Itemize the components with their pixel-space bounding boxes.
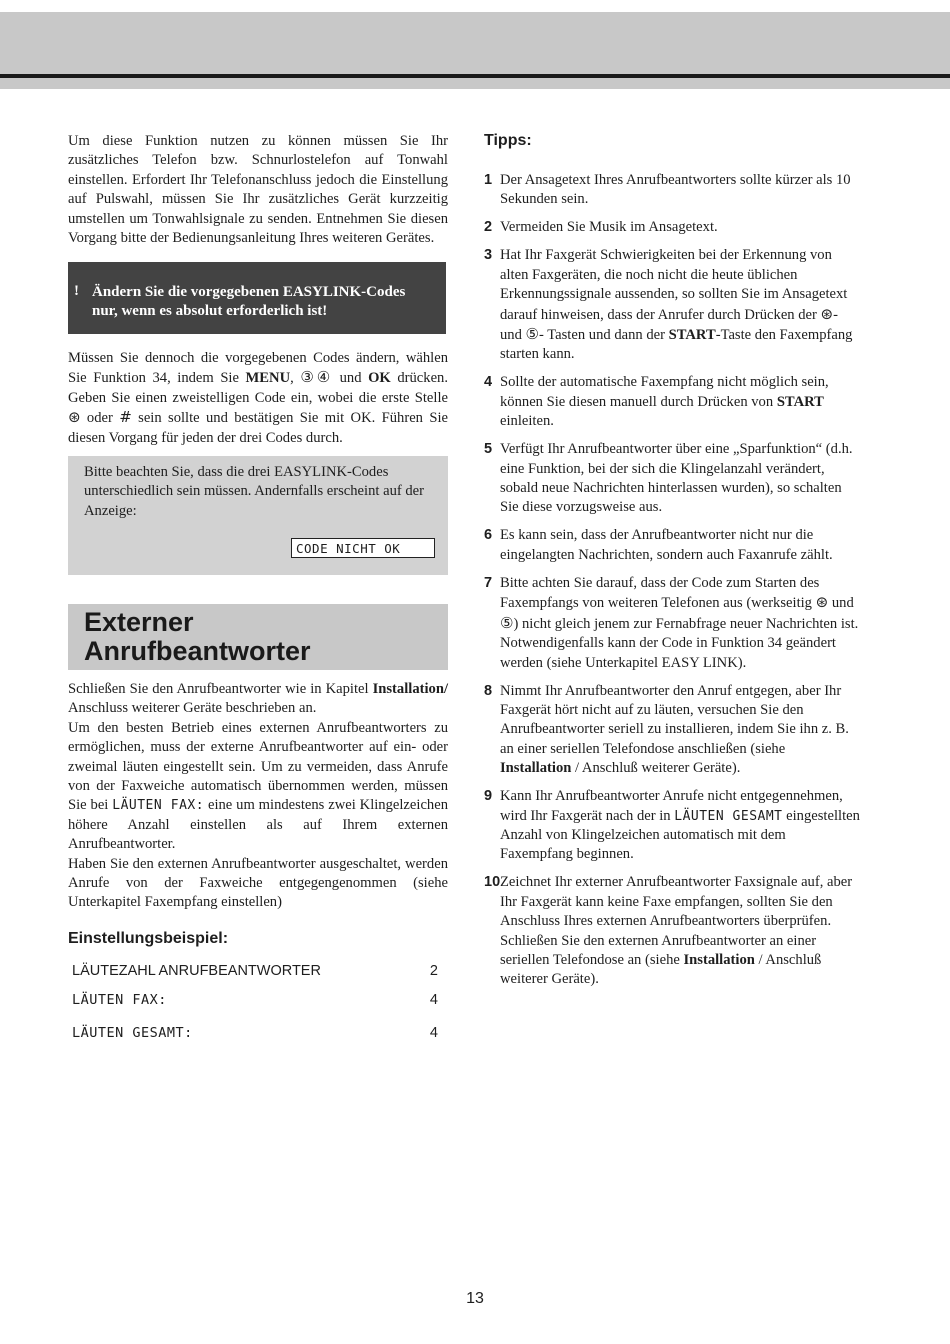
tip-number: 2 <box>484 219 493 236</box>
star-key-icon: ⊛ <box>815 593 829 612</box>
tip-text-part: ) nicht gleich jenem zur Fernabfrage neuer Nachrichten ist. Notwendigenfalls kann der Code in Funktion 34 geändert werden (siehe Unterkapitel EASY LINK). <box>500 615 859 671</box>
star-key-icon: ⊛ <box>68 408 81 427</box>
lcd-display: CODE NICHT OK <box>291 538 435 558</box>
external-p1-end: Anschluss weiterer Geräte beschrieben an. <box>68 700 317 717</box>
tip-number: 4 <box>484 374 493 391</box>
external-p2-text: Um den besten Betrieb eines externen Anrufbeantworters zu ermöglichen, muss der externe Anrufbeantworter auf ein- oder zweimal läuten eingestellt sein. Um zu vermeiden, dass Anrufe von der Faxweiche automatisch übernommen werden, müssen Sie bei <box>68 719 448 814</box>
codes-text-6: sein sollte und bestätigen Sie mit OK. Führen Sie diesen Vorgang für jeden der drei Codes durch. <box>68 410 448 446</box>
tip-number: 3 <box>484 247 493 264</box>
tip-text-part: Zeichnet Ihr externer Anrufbeantworter Faxsignale auf, aber Ihr Faxgerät kann keine Faxe empfangen, sollten Sie den Anschluss Ihres externen Anrufbeantworters überprüfen. Schließen Sie den externen Anrufbeantworter an einer seriellen Telefondose an (siehe <box>500 874 853 968</box>
tip-item <box>484 246 860 364</box>
example-row-label: LÄUTEN FAX: <box>72 992 167 1008</box>
tip-item <box>484 574 860 673</box>
tip-text-part: eingestellten Anzahl von Klingelzeichen automatisch mit dem Faxempfang beginnen. <box>500 807 860 863</box>
note-box <box>68 456 448 575</box>
start-key: START <box>776 393 824 410</box>
tip-text <box>500 246 860 364</box>
note-text: Bitte beachten Sie, dass die drei EASYLINK-Codes unterschiedlich sein müssen. Andernfalls erscheint auf der Anzeige: <box>84 464 425 519</box>
installation-ref: Installation/ <box>372 681 448 697</box>
tip-text: Verfügt Ihr Anrufbeantworter über eine „Sparfunktion“ (d.h. eine Funktion, bei der sich die Klingelanzahl verändert, sobald neue Nachrichten hinterlassen wurden), so schalten Sie diese vorzugsweise aus. <box>500 441 853 516</box>
warning-box <box>68 262 446 334</box>
tip-item <box>484 526 860 565</box>
tip-text-part: einleiten. <box>500 413 554 430</box>
tip-number: 7 <box>484 574 493 591</box>
start-key: START <box>668 327 716 344</box>
tip-text-part: Kann Ihr Anrufbeantworter Anrufe nicht entgegennehmen, wird Ihr Faxgerät nach der in <box>500 788 843 824</box>
tip-number: 1 <box>484 172 493 188</box>
codes-text-3: und <box>333 370 369 387</box>
star-key-icon: ⊛ <box>820 304 834 323</box>
installation-ref: Installation <box>500 760 572 777</box>
example-row-value: 2 <box>429 963 438 979</box>
tips-column <box>484 132 860 998</box>
example-row-value: 4 <box>429 992 438 1008</box>
example-row-value: 4 <box>429 1025 438 1041</box>
example-row-label: LÄUTEZAHL ANRUFBEANTWORTER <box>72 963 321 979</box>
tip-text-part: Hat Ihr Faxgerät Schwierigkeiten bei der Erkennung von alten Faxgeräten, die noch nicht die heute üblichen Erkennungssignale aussenden, so sollten Sie im Ansagetext darauf hinweisen, dass der Anrufer durch Drücken der <box>500 247 848 323</box>
tip-number: 8 <box>484 682 493 699</box>
tip-item <box>484 171 860 210</box>
page-number: 13 <box>466 1290 484 1307</box>
tip-item <box>484 440 860 518</box>
tip-text <box>500 373 860 431</box>
tip-text: Der Ansagetext Ihres Anrufbeantworters sollte kürzer als 10 Sekunden sein. <box>500 172 851 208</box>
tip-number: 5 <box>484 441 493 458</box>
external-answering-machine-text <box>68 680 448 913</box>
five-key-icon: ⑤ <box>525 325 539 344</box>
codes-text-4: drücken. Geben Sie einen zweistelligen Code ein, wobei die erste Stelle <box>68 370 448 406</box>
external-p1-text: Schließen Sie den Anrufbeantworter wie in Kapitel <box>68 681 373 697</box>
header-band <box>0 12 950 74</box>
display-text-laeuten-gesamt: LÄUTEN GESAMT <box>674 808 783 824</box>
tip-text-part: / Anschluß weiterer Geräte). <box>571 760 741 777</box>
codes-text-5: oder <box>80 410 120 427</box>
external-paragraph-2 <box>68 719 448 855</box>
example-row <box>72 963 440 985</box>
external-p2-end: eine um mindestens zwei Klingelzeichen höhere Anzahl einstellen als auf Ihrem externen Anrufbeantworter. <box>68 797 448 853</box>
tip-text <box>500 787 860 865</box>
tip-text <box>500 682 860 779</box>
tip-text-part: Nimmt Ihr Anrufbeantworter den Anruf entgegen, aber Ihr Faxgerät hört nicht auf zu läuten, versuchen Sie den Anrufbeantworter seriell zu installieren, indem Sie ihn z. B. an einer seriellen Telefondose anschließen (siehe <box>500 682 849 757</box>
tips-heading: Tipps: <box>484 132 532 149</box>
tip-text-part: -Taste den Faxempfang starten kann. <box>500 327 853 363</box>
codes-text-2: , <box>290 370 301 387</box>
external-paragraph-3: Haben Sie den externen Anrufbeantworter ausgeschaltet, werden Anrufe von der Faxweiche entgegengenommen (siehe Unterkapitel Faxempfang einstellen) <box>68 855 448 911</box>
external-paragraph-1 <box>68 680 448 719</box>
tip-item <box>484 373 860 431</box>
tip-text: Vermeiden Sie Musik im Ansagetext. <box>500 219 718 236</box>
tip-item <box>484 873 860 989</box>
tip-text: Es kann sein, dass der Anrufbeantworter nicht nur die eingelangten Nachrichten, sondern auch Faxanrufe zählt. <box>500 527 833 563</box>
example-row <box>72 992 440 1014</box>
warning-text: Ändern Sie die vorgegebenen EASYLINK-Codes nur, wenn es absolut erforderlich ist! <box>92 284 406 320</box>
section-title-line-2: Anrufbeantworter <box>84 636 311 666</box>
header-band-lower <box>0 78 950 89</box>
section-heading-box <box>68 604 448 670</box>
intro-text: Um diese Funktion nutzen zu können müssen Sie Ihr zusätzliches Telefon bzw. Schnurlostelefon auf Tonwahl einstellen. Erfordert Ihr Telefonanschluss jedoch die Einstellung auf Pulswahl, müssen Sie Ihr zusätzliches Gerät kurzzeitig umstellen um Tonwahlsignale zu senden. Entnehmen Sie diesen Vorgang bitte der Bedienungsanleitung Ihres weiteren Gerätes. <box>68 133 448 247</box>
warning-icon: ! <box>74 283 79 299</box>
menu-key: MENU <box>245 370 291 387</box>
tip-text <box>500 873 860 989</box>
tip-text-part: Sollte der automatische Faxempfang nicht möglich sein, können Sie diesen manuell durch Drücken von <box>500 374 829 410</box>
section-title-line-1: Externer <box>84 607 194 637</box>
tip-item <box>484 787 860 865</box>
tip-text <box>500 574 860 673</box>
tip-text-part: und <box>828 595 854 612</box>
codes-paragraph <box>68 349 448 448</box>
installation-ref: Installation <box>683 951 755 968</box>
tip-text-part: / Anschluß weiterer Geräte). <box>500 951 822 988</box>
tip-item <box>484 682 860 779</box>
codes-text-1: Müssen Sie dennoch die vorgegebenen Codes ändern, wählen Sie Funktion 34, indem Sie <box>68 350 448 387</box>
digit-keys-icon: ③④ <box>300 368 334 387</box>
five-key-icon: ⑤ <box>500 613 514 632</box>
tip-text-part: - und <box>500 306 838 344</box>
example-row <box>72 1025 440 1047</box>
tip-number: 6 <box>484 527 493 544</box>
tip-number: 10 <box>484 874 501 891</box>
section-title <box>84 608 311 666</box>
tip-text-part: - Tasten und dann der <box>539 327 669 344</box>
hash-key-icon: # <box>119 408 132 427</box>
example-row-label: LÄUTEN GESAMT: <box>72 1025 193 1041</box>
display-text-laeuten-fax: LÄUTEN FAX: <box>112 798 205 814</box>
intro-paragraph <box>68 132 448 248</box>
tip-text-part: Bitte achten Sie darauf, dass der Code zum Starten des Faxempfangs von weiteren Telefonen aus (werkseitig <box>500 574 820 612</box>
tip-item <box>484 218 860 237</box>
example-heading: Einstellungsbeispiel: <box>68 930 229 947</box>
tip-number: 9 <box>484 788 493 805</box>
ok-key: OK <box>368 370 391 387</box>
